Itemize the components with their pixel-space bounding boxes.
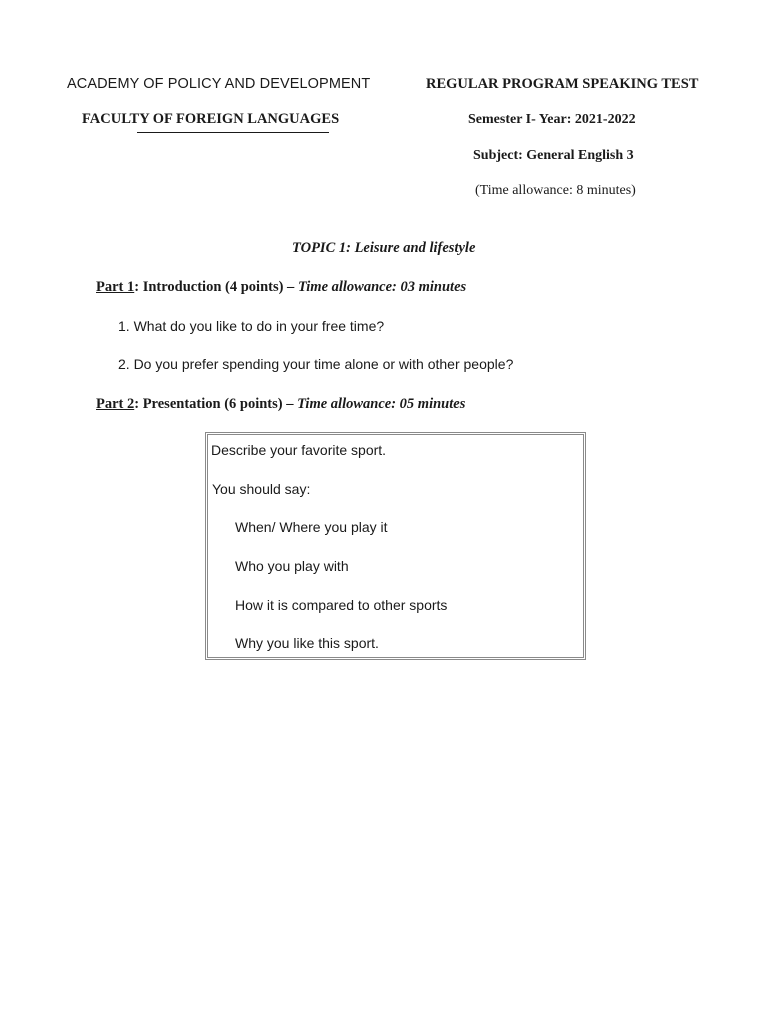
total-time-allowance: (Time allowance: 8 minutes): [475, 183, 636, 198]
subject-line: Subject: General English 3: [473, 148, 634, 163]
part2-title: : Presentation (6 points) –: [134, 396, 298, 412]
faculty-name: FACULTY OF FOREIGN LANGUAGES: [82, 111, 340, 127]
cue-card-prompt: Describe your favorite sport.: [211, 442, 387, 458]
part1-title: : Introduction (4 points) –: [134, 279, 298, 295]
academy-name: ACADEMY OF POLICY AND DEVELOPMENT: [67, 76, 371, 92]
cue-card-box: [205, 432, 586, 660]
part1-question-1: 1. What do you like to do in your free time?: [118, 318, 385, 334]
part2-label: Part 2: [96, 396, 135, 412]
part1-time: Time allowance: 03 minutes: [297, 279, 467, 295]
part1-question-2: 2. Do you prefer spending your time alone or with other people?: [118, 356, 514, 372]
part2-heading: [96, 396, 465, 413]
cue-card-point: When/ Where you play it: [235, 519, 388, 535]
cue-card-should-say: You should say:: [212, 481, 311, 497]
test-title: REGULAR PROGRAM SPEAKING TEST: [426, 76, 699, 92]
part1-label: Part 1: [96, 279, 135, 295]
semester-year: Semester I- Year: 2021-2022: [468, 112, 636, 127]
part1-heading: [96, 279, 466, 296]
topic-title: TOPIC 1: Leisure and lifestyle: [292, 240, 476, 256]
faculty-underline-rule: [137, 132, 329, 133]
cue-card-point: How it is compared to other sports: [235, 597, 448, 613]
cue-card-point: Why you like this sport.: [235, 635, 379, 651]
cue-card-point: Who you play with: [235, 558, 349, 574]
part2-time: Time allowance: 05 minutes: [297, 396, 466, 412]
